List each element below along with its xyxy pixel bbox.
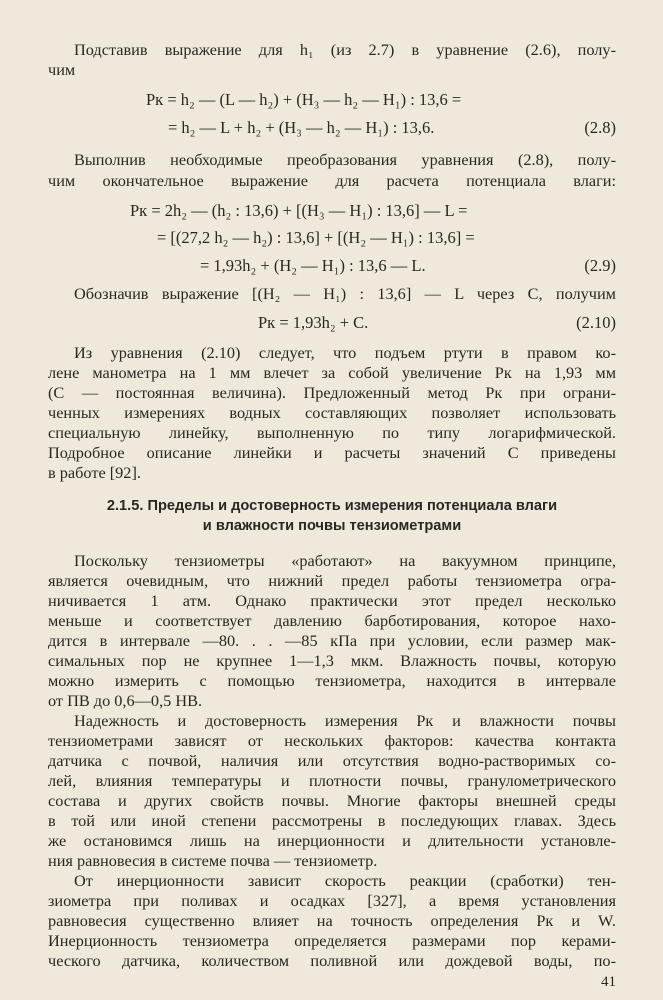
text-line: чим bbox=[48, 60, 76, 79]
text-line: лене манометра на 1 мм влечет за собой увеличение Pк на 1,93 мм bbox=[48, 363, 616, 382]
equation-2-10: Pк = 1,93h₂ + C. bbox=[258, 313, 369, 332]
text-line: зиометра при поливах и осадках [327], а время установления bbox=[48, 891, 616, 910]
equation-number: (2.8) bbox=[584, 118, 616, 137]
text-line: ничивается 1 атм. Однако практически этот предел несколько bbox=[48, 591, 616, 610]
equation-2-9-line3: = 1,93h₂ + (H₂ — H₁) : 13,6 — L. bbox=[200, 256, 426, 275]
text-line: ческого датчика, количеством поливной или дождевой воды, по- bbox=[48, 951, 616, 970]
text-line: состава и других свойств почвы. Многие факторы внешней среды bbox=[48, 791, 616, 810]
equation-2-8-line2: = h₂ — L + h₂ + (H₃ — h₂ — H₁) : 13,6. bbox=[168, 118, 435, 137]
text-line: от ПВ до 0,6—0,5 НВ. bbox=[48, 691, 203, 710]
equation-2-9-line1: Pк = 2h₂ — (h₂ : 13,6) + [(H₃ — H₁) : 13,6] — L = bbox=[130, 201, 468, 220]
text-line: в той или иной степени рассмотрены в последующих главах. Здесь bbox=[48, 811, 616, 830]
text-line: Подробное описание линейки и расчеты значений C приведены bbox=[48, 443, 616, 462]
text-line: датчика с почвой, наличия или отсутствия водно-растворимых со- bbox=[48, 751, 616, 770]
text-line: Из уравнения (2.10) следует, что подъем ртути в правом ко- bbox=[74, 343, 616, 362]
page-number: 41 bbox=[601, 974, 616, 990]
text-line: тензиометрами зависят от нескольких факторов: качества контакта bbox=[48, 731, 616, 750]
text-line: является очевидным, что нижний предел работы тензиометра огра- bbox=[48, 571, 616, 590]
text-line: дится в интервале —80. . . —85 кПа при условии, если размер мак- bbox=[48, 631, 616, 650]
text-line: лей, влияния температуры и плотности почвы, гранулометрического bbox=[48, 771, 616, 790]
text-line: Выполнив необходимые преобразования уравнения (2.8), полу- bbox=[74, 150, 616, 169]
equation-number: (2.10) bbox=[576, 313, 616, 332]
text-line: От инерционности зависит скорость реакции (сработки) тен- bbox=[74, 871, 616, 890]
section-heading: 2.1.5. Пределы и достоверность измерения потенциала влаги bbox=[106, 498, 558, 514]
text-line: Инерционность тензиометра определяется размерами пор керами- bbox=[48, 931, 616, 950]
text-line: же остановимся лишь на инерционности и длительности установле- bbox=[48, 831, 616, 850]
text-line: чим окончательное выражение для расчета потенциала влаги: bbox=[48, 171, 616, 190]
text-line: специальную линейку, выполненную по типу логарифмической. bbox=[48, 423, 616, 442]
text-line: ченных измерениях водных составляющих позволяет использовать bbox=[48, 403, 616, 422]
equation-2-9-line2: = [(27,2 h₂ — h₂) : 13,6] + [(H₂ — H₁) : 13,6] = bbox=[157, 228, 475, 247]
text-line: симальных пор не крупнее 1—1,3 мкм. Влажность почвы, которую bbox=[48, 651, 616, 670]
text-line: можно измерить с помощью тензиометра, находится в интервале bbox=[48, 671, 616, 690]
text-line: Поскольку тензиометры «работают» на вакуумном принципе, bbox=[74, 551, 616, 570]
equation-2-8-line1: Pк = h₂ — (L — h₂) + (H₃ — h₂ — H₁) : 13,6 = bbox=[146, 90, 462, 109]
section-heading: и влажности почвы тензиометрами bbox=[202, 518, 462, 534]
text-line: меньше и соответствует давлению барботирования, которое нахо- bbox=[48, 611, 616, 630]
text-line: равновесия существенно влияет на точность определения Pк и W. bbox=[48, 911, 616, 930]
text-line: Подставив выражение для h₁ (из 2.7) в уравнение (2.6), полу- bbox=[74, 40, 616, 59]
text-line: (C — постоянная величина). Предложенный метод Pк при ограни- bbox=[48, 383, 616, 402]
text-line: Обозначив выражение [(H₂ — H₁) : 13,6] — L через C, получим bbox=[74, 284, 616, 303]
text-line: ния равновесия в системе почва — тензиометр. bbox=[48, 851, 378, 870]
text-line: в работе [92]. bbox=[48, 463, 141, 482]
equation-number: (2.9) bbox=[584, 256, 616, 275]
text-line: Надежность и достоверность измерения Pк и влажности почвы bbox=[74, 711, 616, 730]
